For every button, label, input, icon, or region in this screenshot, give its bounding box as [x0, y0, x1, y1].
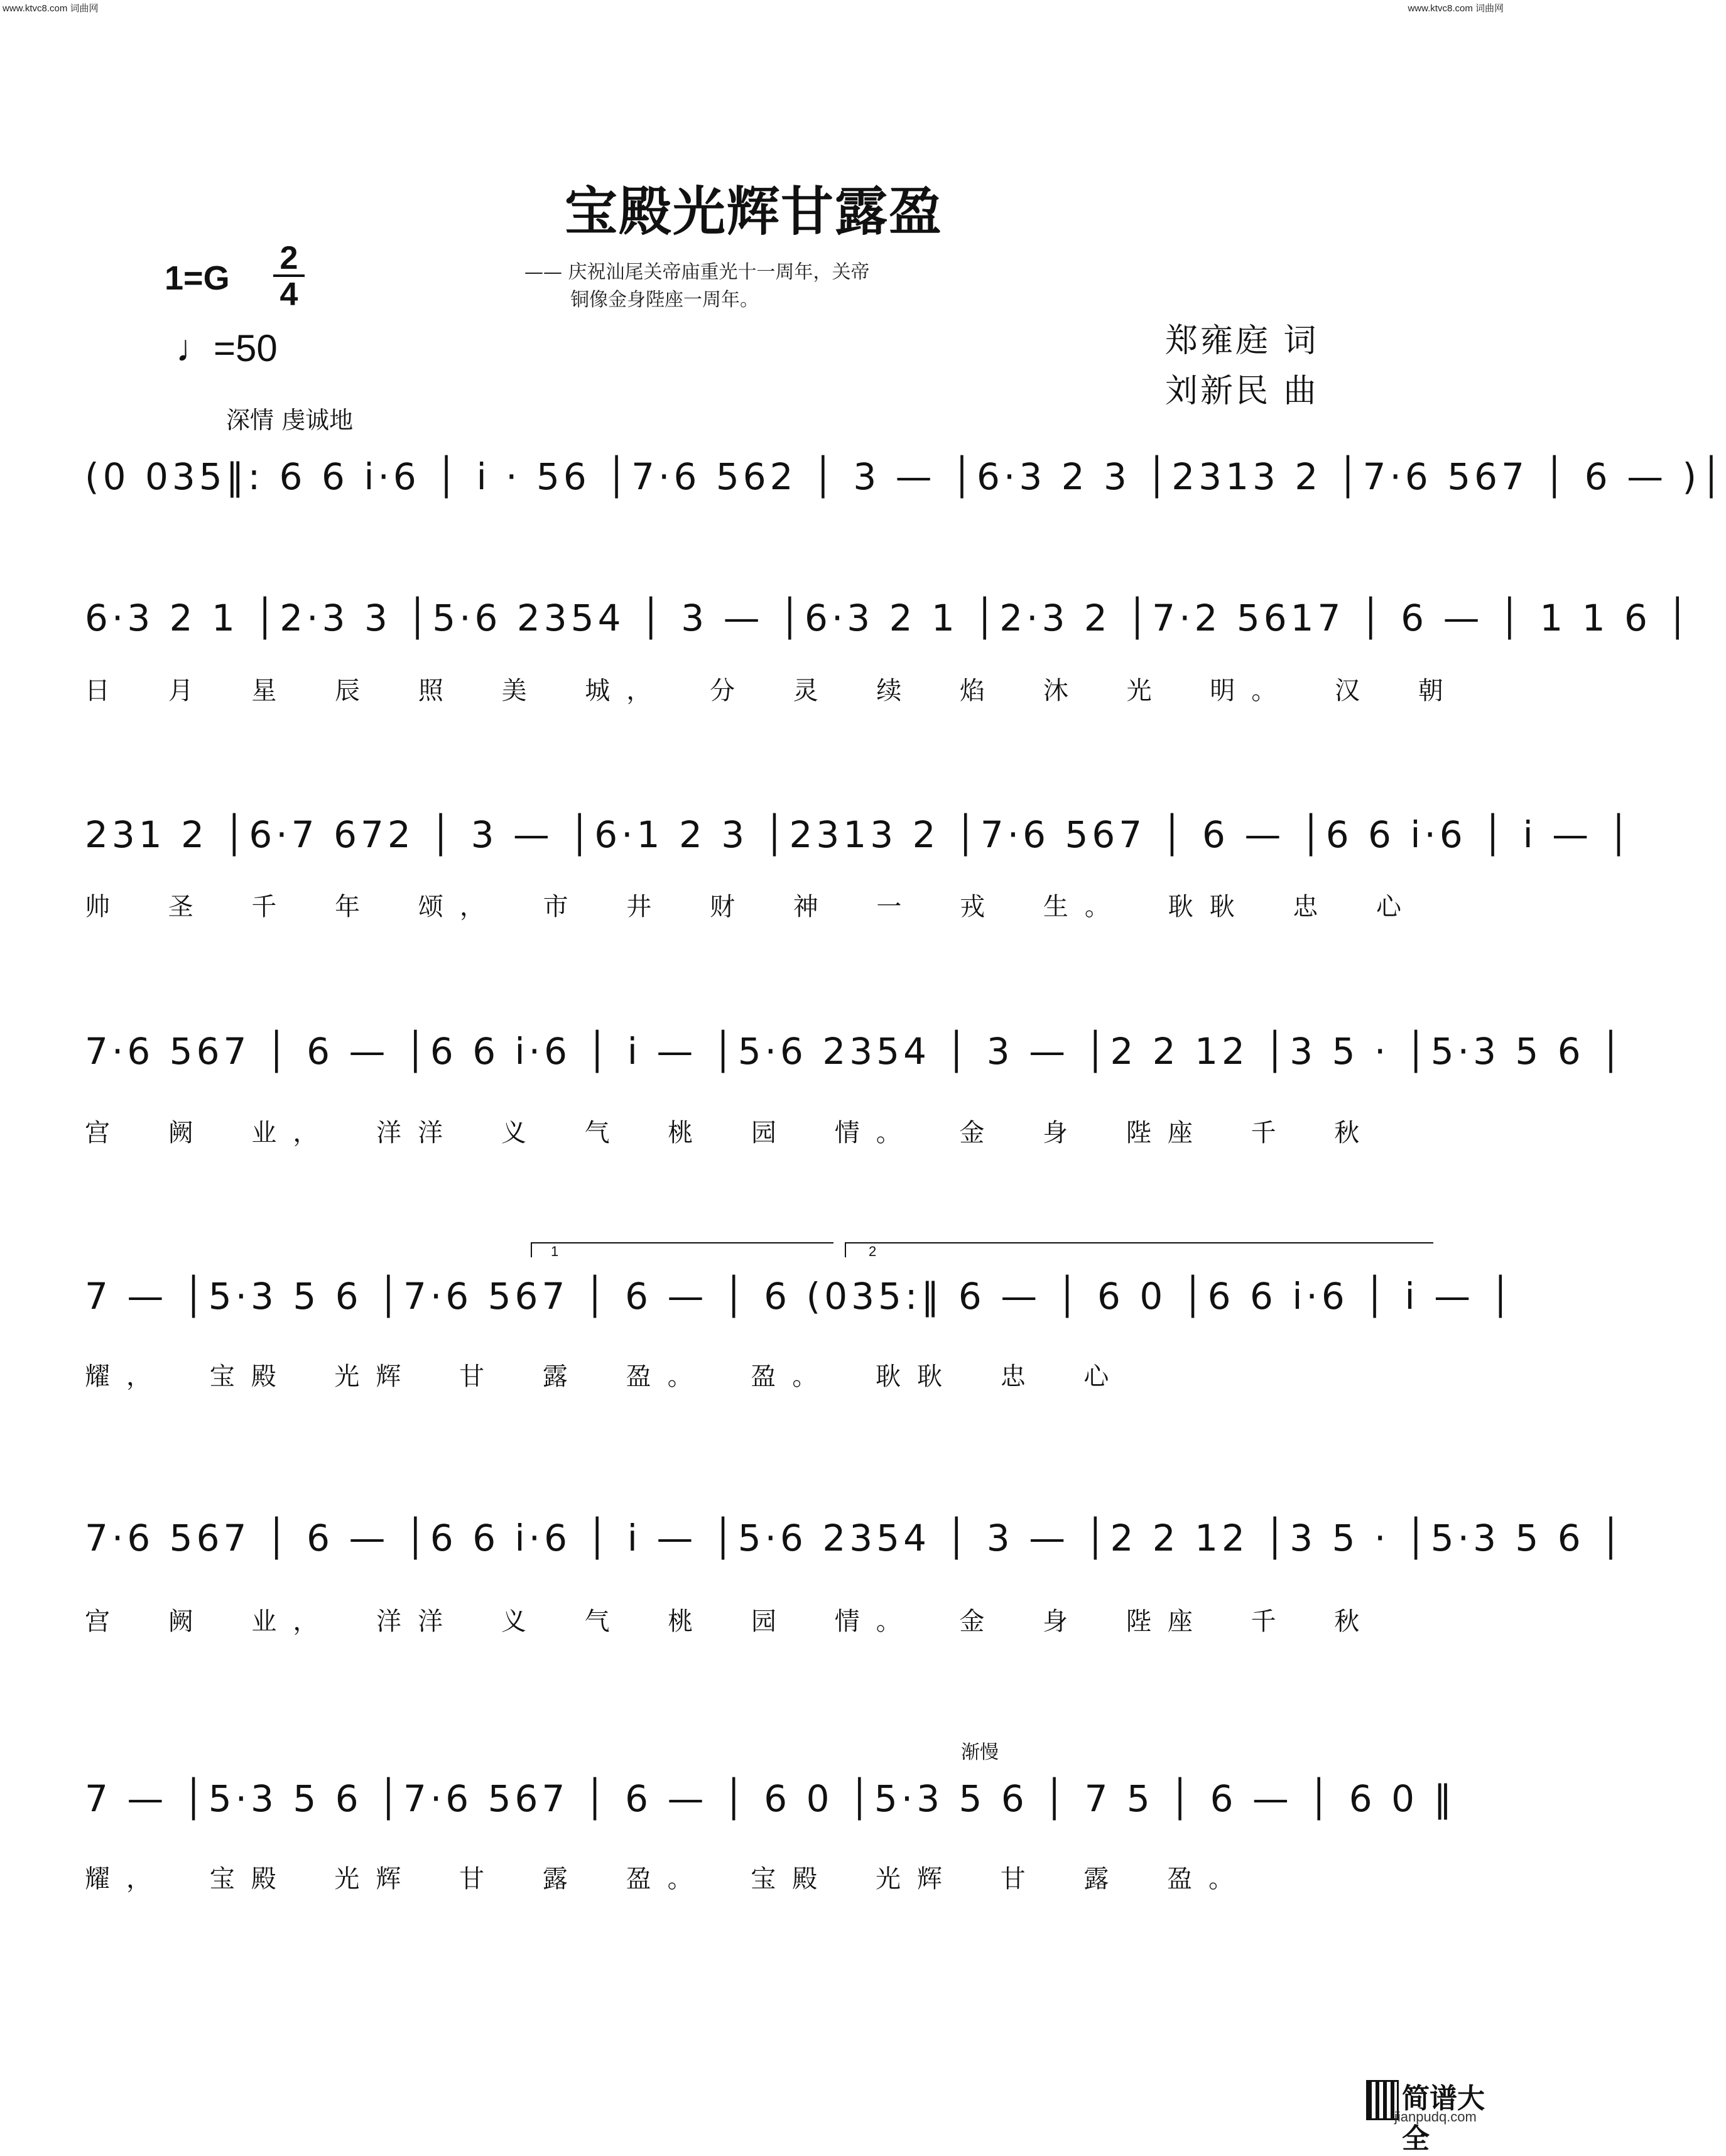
- song-title: 宝殿光辉甘露盈: [564, 180, 943, 242]
- notes-row-3: 231 2 │6·7 672 │ 3 — │6·1 2 3 │2313 2 │7·6 567 │ 6 — │6 6 i·6 │ i — │: [85, 813, 1634, 856]
- volta-1-label: 1: [551, 1243, 559, 1259]
- lyricist: 郑雍庭 词: [1165, 322, 1319, 360]
- lyrics-row-5: 耀， 宝殿 光辉 甘 露 盈。 盈。 耿耿 忠 心: [85, 1362, 1126, 1391]
- score-row-2: [85, 597, 1693, 666]
- score-row-6: [85, 1517, 1626, 1586]
- subtitle-line-1: —— 庆祝汕尾关帝庙重光十一周年，关帝: [524, 261, 870, 283]
- time-denominator: 4: [280, 276, 298, 313]
- site-logo-name: 简谱大全: [1402, 2083, 1485, 2154]
- time-numerator: 2: [273, 242, 305, 277]
- expression-mark: 深情 虔诚地: [226, 406, 354, 434]
- lyrics-row-3: 帅 圣 千 年 颂， 市 井 财 神 一 戎 生。 耿耿 忠 心: [85, 892, 1418, 921]
- header-right: www.ktvc8.com 词曲网: [1408, 3, 1504, 14]
- lyrics-row-6: 宫 阙 业， 洋洋 义 气 桃 园 情。 金 身 陛座 千 秋: [85, 1607, 1376, 1636]
- score-row-4: [85, 1030, 1626, 1099]
- lyrics-row-2: 日 月 星 辰 照 美 城， 分 灵 续 焰 沐 光 明。 汉 朝: [85, 676, 1460, 705]
- notes-row-1: (0 035‖: 6 6 i·6 │ i · 56 │7·6 562 │ 3 — │6·3 2 3 │2313 2 │7·6 567 │ 6 — )│: [85, 455, 1726, 498]
- key-signature: 1=G: [165, 259, 230, 297]
- tempo-marking: ♩=50: [176, 327, 278, 369]
- time-signature: [273, 242, 305, 312]
- subtitle-line-2: 铜像金身陛座一周年。: [570, 289, 759, 311]
- ritardando-mark: 渐慢: [961, 1742, 999, 1763]
- notes-row-2: 6·3 2 1 │2·3 3 │5·6 2354 │ 3 — │6·3 2 1 │2·3 2 │7·2 5617 │ 6 — │ 1 1 6 │: [85, 597, 1693, 639]
- score-row-1: [85, 455, 1726, 524]
- volta-2-label: 2: [869, 1243, 877, 1259]
- notes-row-6: 7·6 567 │ 6 — │6 6 i·6 │ i — │5·6 2354 │ 3 — │2 2 12 │3 5 · │5·3 5 6 │: [85, 1517, 1626, 1559]
- notes-row-5: 7 — │5·3 5 6 │7·6 567 │ 6 — │ 6 (035:‖ 6 — │ 6 0 │6 6 i·6 │ i — │: [85, 1275, 1516, 1318]
- score-row-5: [85, 1275, 1516, 1344]
- notes-row-4: 7·6 567 │ 6 — │6 6 i·6 │ i — │5·6 2354 │ 3 — │2 2 12 │3 5 · │5·3 5 6 │: [85, 1030, 1626, 1073]
- score-row-7: [85, 1777, 1456, 1846]
- volta-1: [531, 1242, 833, 1257]
- header-left: www.ktvc8.com 词曲网: [3, 3, 99, 14]
- volta-2: [845, 1242, 1433, 1257]
- lyrics-row-4: 宫 阙 业， 洋洋 义 气 桃 园 情。 金 身 陛座 千 秋: [85, 1119, 1376, 1147]
- lyrics-row-7: 耀， 宝殿 光辉 甘 露 盈。 宝殿 光辉 甘 露 盈。: [85, 1865, 1251, 1893]
- score-row-3: [85, 813, 1634, 882]
- composer: 刘新民 曲: [1165, 372, 1319, 410]
- site-logo-url: jianpudq.com: [1394, 2109, 1477, 2125]
- notes-row-7: 7 — │5·3 5 6 │7·6 567 │ 6 — │ 6 0 │5·3 5 6 │ 7 5 │ 6 — │ 6 0 ‖: [85, 1777, 1456, 1820]
